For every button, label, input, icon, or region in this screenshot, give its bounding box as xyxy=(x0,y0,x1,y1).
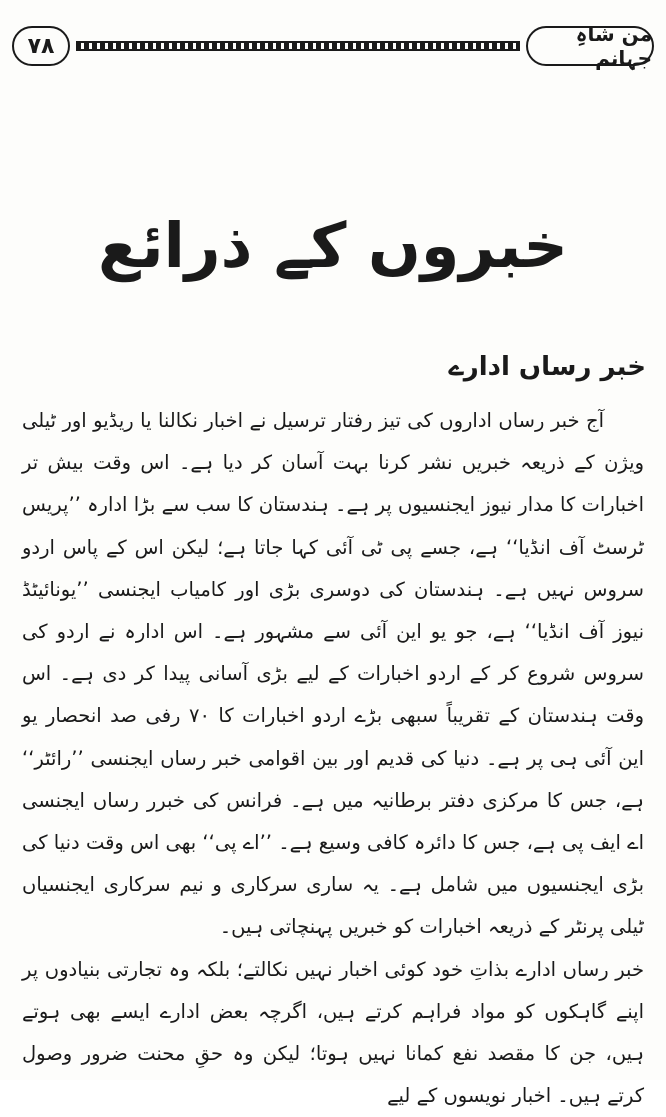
body-text xyxy=(22,400,644,1117)
book-title: من شاہِ جہانم xyxy=(526,26,654,66)
paragraph-1: آج خبر رساں اداروں کی تیز رفتار ترسیل نے اخبار نکالنا یا ریڈیو اور ٹیلی ویژن کے ذریعہ خبریں نشر کرنا بہت آسان کر دیا ہے۔ اس وقت بیش تر اخبارات کا مدار نیوز ایجنسیوں پر ہے۔ ہندستان کا سب سے بڑا ادارہ ’’پریس ٹرسٹ آف انڈیا‘‘ ہے، جسے پی ٹی آئی کہا جاتا ہے؛ لیکن اس کے پاس اردو سروس نہیں ہے۔ ہندستان کی دوسری بڑی اور کامیاب ایجنسی ’’یونائیٹڈ نیوز آف انڈیا‘‘ ہے، جو یو این آئی سے مشہور ہے۔ اس ادارہ نے اردو کی سروس شروع کر کے اردو اخبارات کے لیے بڑی آسانی پیدا کر دی ہے۔ اس وقت ہندستان کے تقریباً سبھی بڑے اردو اخبارات کا ۷۰ رفی صد انحصار یو این آئی ہی پر ہے۔ دنیا کی قدیم اور بین اقوامی خبر رساں ایجنسی ’’رائٹر‘‘ ہے، جس کا مرکزی دفتر برطانیہ میں ہے۔ فرانس کی خبرر رساں ایجنسی اے ایف پی ہے، جس کا دائرہ کافی وسیع ہے۔ ’’اے پی‘‘ بھی اس وقت دنیا کی بڑی ایجنسیوں میں شامل ہے۔ یہ ساری سرکاری و نیم سرکاری ایجنسیاں ٹیلی پرنٹر کے ذریعہ اخبارات کو خبریں پہنچاتی ہیں۔ xyxy=(22,409,645,939)
paragraph-2: خبر رساں ادارے بذاتِ خود کوئی اخبار نہیں نکالتے؛ بلکہ وہ تجارتی بنیادوں پر اپنے گاہکوں کو مواد فراہم کرتے ہیں، اگرچہ بعض ادارے ایسے بھی ہوتے ہیں، جن کا مقصد نفع کمانا نہیں ہوتا؛ لیکن وہ حقِ محنت ضرور وصول کرتے ہیں۔ اخبار نویسوں کے لیے xyxy=(22,957,644,1108)
page-header xyxy=(12,22,654,72)
chapter-title: خبروں کے ذرائع xyxy=(98,209,568,282)
header-rule xyxy=(76,40,520,52)
section-heading: خبر رساں ادارے xyxy=(448,352,646,382)
page-number: ٧٨ xyxy=(12,26,70,66)
header-rule-bottom-line xyxy=(76,49,520,51)
